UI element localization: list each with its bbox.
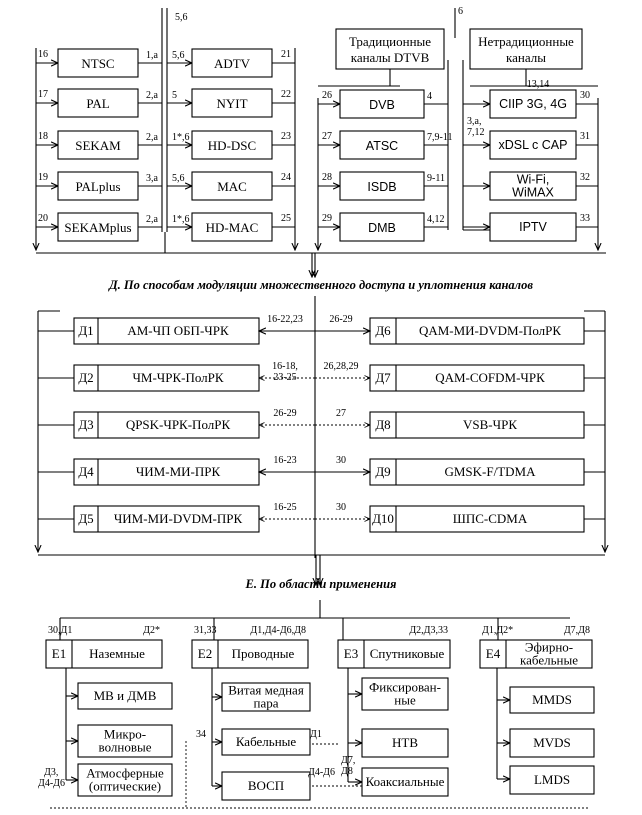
standard-label: Wi-Fi, (516, 172, 550, 187)
application-box (192, 625, 308, 668)
standard-code: 30 (580, 90, 590, 101)
standard-label: HD-DSC (207, 138, 257, 153)
application-id: Е4 (485, 646, 501, 661)
application-ref: 30,Д1 (48, 625, 73, 636)
standard-ref: 9-11 (427, 173, 445, 184)
analog-row (36, 49, 295, 77)
application-id: Е2 (197, 646, 213, 661)
application-id: Е3 (343, 646, 359, 661)
terrestrial-item-label: Микро- (103, 726, 147, 742)
satellite-item (362, 768, 448, 796)
standard-code: 29 (322, 213, 332, 224)
standard-code: 21 (281, 49, 291, 60)
application-ref: Д1,Д2* (482, 625, 514, 636)
standard-label: DVB (369, 98, 395, 112)
standard-label: WiMAX (512, 185, 554, 200)
modulation-label: ШПС-CDMA (452, 511, 528, 526)
standard-label: SEKAM (75, 138, 121, 153)
col1-side-line-1: Д3, (44, 767, 59, 778)
nontrad-side-line-1: 3,a, (467, 116, 482, 127)
modulation-link-label: 23-25 (273, 372, 297, 383)
standard-ref: 2,a (146, 132, 158, 143)
standard-label: ISDB (367, 180, 397, 194)
application-label: кабельные (520, 652, 578, 668)
digital-standards (318, 90, 452, 241)
nontraditional-standards (463, 79, 598, 241)
modulation-link-label: 16-25 (273, 502, 297, 513)
modulation-label: VSB-ЧРК (463, 417, 517, 432)
application-label: Проводные (231, 646, 295, 661)
modulation-label: АМ-ЧП ОБП-ЧРК (127, 323, 229, 338)
modulation-id: Д2 (78, 370, 94, 385)
standard-label: xDSL с CAP (498, 138, 568, 152)
modulation-id: Д8 (375, 417, 391, 432)
standard-label: IPTV (519, 220, 547, 234)
application-label: Эфирно- (524, 639, 574, 655)
standard-code: 22 (281, 89, 291, 100)
modulation-link-label: 16-22,23 (267, 314, 303, 325)
satellite-item-label: Коаксиальные (365, 774, 445, 789)
digital-row (318, 90, 448, 118)
nontraditional-line-1: Нетрадиционные (478, 34, 574, 49)
col1-side-line-2: Д4-Д6 (38, 778, 65, 789)
terrestrial-item (78, 725, 172, 757)
modulation-id: Д10 (372, 511, 394, 526)
analog-row (36, 131, 295, 159)
standard-ref: 1*,6 (172, 214, 190, 225)
standard-code: 31 (580, 131, 590, 142)
cable-item (510, 687, 594, 713)
modulation-label: ЧМ-ЧРК-ПолРК (132, 370, 224, 385)
modulation-row (38, 502, 605, 532)
terrestrial-item (78, 683, 172, 709)
standard-label: PALplus (75, 179, 121, 194)
standard-code: 24 (281, 172, 291, 183)
analog-row (36, 172, 295, 200)
col2-side-right-label: Д1 (310, 729, 322, 740)
standard-label: ADTV (213, 56, 251, 71)
standard-code: 26 (322, 90, 332, 101)
standard-code: 19 (38, 172, 48, 183)
application-box (480, 625, 592, 668)
application-ref: Д1,Д4-Д6,Д8 (250, 625, 306, 636)
standard-ref: 13,14 (526, 79, 550, 90)
col2-side-left-label: 34 (196, 729, 206, 740)
standard-label: CIIP 3G, 4G (499, 97, 567, 111)
cable-item-label: MVDS (533, 735, 571, 750)
modulation-label: ЧИМ-МИ-ПРК (135, 464, 221, 479)
wired-item-label: ВОСП (247, 778, 285, 793)
application-ref: Д2* (143, 625, 160, 636)
digital-row (318, 172, 448, 200)
modulation-methods (38, 314, 605, 532)
modulation-row (38, 455, 605, 485)
standard-ref: 2,a (146, 214, 158, 225)
cable-item-label: MMDS (532, 692, 572, 707)
col2-bottom-label: Д4-Д6 (308, 767, 335, 778)
application-label: Наземные (89, 646, 145, 661)
digital-row (318, 213, 448, 241)
satellite-item-label: ные (394, 692, 416, 708)
standard-code: 27 (322, 131, 332, 142)
standard-ref: 5,6 (172, 50, 185, 61)
cable-item-label: LMDS (533, 772, 571, 787)
standard-ref: 2,a (146, 90, 158, 101)
nontraditional-channels-box (470, 29, 582, 69)
modulation-id: Д7 (375, 370, 391, 385)
standard-ref: 1,a (146, 50, 158, 61)
modulation-link-label: 16-18, (272, 361, 298, 372)
modulation-label: GMSK-F/TDMA (444, 464, 536, 479)
modulation-label: QAM-МИ-DVDM-ПолРК (418, 323, 562, 338)
standard-ref: 5 (172, 90, 177, 101)
digital-row (318, 131, 452, 159)
satellite-item (362, 678, 448, 710)
application-label: Спутниковые (369, 646, 445, 661)
standard-code: 16 (38, 49, 48, 60)
wired-item-label: Витая медная (228, 682, 304, 698)
standard-label: NYIT (216, 96, 248, 111)
standard-code: 18 (38, 131, 48, 142)
standard-label: ATSC (365, 139, 399, 153)
terrestrial-item-label: волновые (98, 739, 152, 755)
standard-code: 25 (281, 213, 291, 224)
section-e-title: Е. По области применения (245, 577, 397, 591)
standard-code: 32 (580, 172, 590, 183)
modulation-label: ЧИМ-МИ-DVDM-ПРК (113, 511, 243, 526)
modulation-id: Д5 (78, 511, 94, 526)
modulation-link-label: 30 (336, 455, 346, 466)
wired-item (222, 729, 310, 755)
standard-ref: 3,a (146, 173, 158, 184)
modulation-link-label: 26-29 (273, 408, 297, 419)
application-ref: Д2,Д3,33 (409, 625, 448, 636)
cable-item (510, 766, 594, 794)
modulation-id: Д9 (375, 464, 391, 479)
modulation-row (38, 314, 605, 344)
modulation-link-label: 26-29 (329, 314, 353, 325)
standard-ref: 5,6 (172, 173, 185, 184)
wired-item (222, 683, 310, 712)
wired-item-label: Кабельные (235, 734, 297, 749)
nontrad-row (463, 79, 598, 118)
application-ref: 31,33 (194, 625, 217, 636)
standard-code: 33 (580, 213, 590, 224)
modulation-link-label: 16-23 (273, 455, 297, 466)
satellite-item-label: НТВ (392, 735, 418, 750)
standard-label: NTSC (81, 56, 115, 71)
col3-side-line-2: Д8 (341, 766, 353, 777)
standard-ref: 1*,6 (172, 132, 190, 143)
wired-item-label: пара (253, 695, 279, 711)
modulation-id: Д1 (78, 323, 94, 338)
modulation-row (38, 361, 605, 391)
standard-code: 23 (281, 131, 291, 142)
modulation-id: Д4 (78, 464, 94, 479)
nontrad-row (463, 213, 598, 241)
terrestrial-item-label: МВ и ДМВ (93, 688, 157, 703)
standard-label: PAL (86, 96, 110, 111)
standard-label: DMB (368, 221, 396, 235)
standard-ref: 4 (427, 91, 432, 102)
standard-ref: 7,9-11 (427, 132, 453, 143)
nontrad-side-line-2: 7,12 (467, 127, 485, 138)
standard-ref: 4,12 (427, 214, 445, 225)
terrestrial-item (78, 764, 172, 796)
modulation-link-label: 30 (336, 502, 346, 513)
standard-label: HD-MAC (205, 220, 259, 235)
traditional-line-1: Традиционные (348, 34, 432, 49)
analog-standards (36, 49, 295, 241)
standard-code: 20 (38, 213, 48, 224)
standard-label: MAC (217, 179, 247, 194)
top-input-right-label: 6 (458, 6, 463, 17)
modulation-link-label: 26,28,29 (323, 361, 359, 372)
top-input-left-label: 5,6 (175, 12, 188, 23)
standard-code: 17 (38, 89, 48, 100)
modulation-label: QAM-COFDM-ЧРК (435, 370, 545, 385)
nontraditional-line-2: каналы (506, 50, 546, 65)
modulation-id: Д6 (375, 323, 391, 338)
modulation-link-label: 27 (336, 408, 346, 419)
standard-code: 28 (322, 172, 332, 183)
satellite-item (362, 729, 448, 757)
modulation-id: Д3 (78, 417, 94, 432)
modulation-row (38, 408, 605, 438)
traditional-channels-box (336, 29, 444, 69)
traditional-line-2: каналы DTVB (350, 50, 430, 65)
terrestrial-item-label: (оптические) (88, 778, 162, 794)
application-box (338, 625, 450, 668)
wired-item (222, 772, 310, 800)
section-d-title: Д. По способам модуляции множественного доступа и уплотнения каналов (109, 278, 533, 292)
nontrad-row (463, 172, 598, 200)
modulation-label: QPSK-ЧРК-ПолРК (125, 417, 231, 432)
standard-label: SEKAMplus (64, 220, 132, 235)
terrestrial-item-label: Атмосферные (86, 765, 164, 781)
cable-item (510, 729, 594, 757)
application-id: Е1 (51, 646, 67, 661)
analog-row (36, 89, 295, 117)
col3-side-line-1: Д7, (341, 755, 356, 766)
satellite-item-label: Фиксирован- (369, 679, 441, 695)
application-box (46, 625, 162, 668)
application-ref: Д7,Д8 (563, 625, 590, 636)
